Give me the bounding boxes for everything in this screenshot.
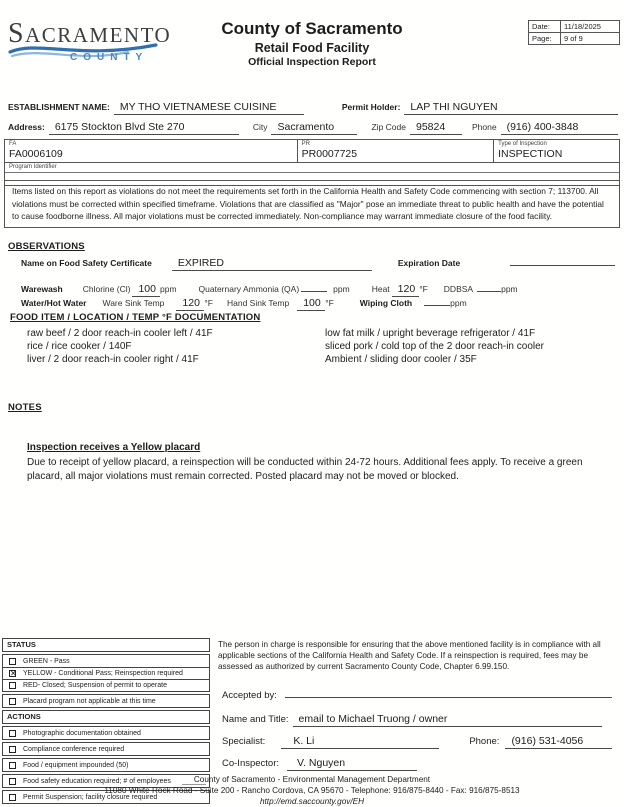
co-inspector-label: Co-Inspector: (222, 758, 280, 769)
ware-sink-value: 120 (176, 297, 204, 311)
checkbox-checked-yellow (9, 670, 16, 677)
accepted-by-row (222, 690, 612, 701)
action-row-label: Food / equipment impounded (50) (23, 761, 129, 769)
checkbox-red (9, 682, 16, 689)
page-label: Page: (529, 33, 561, 44)
food-item: Ambient / sliding door cooler / 35F (325, 354, 477, 365)
report-subtitle-2: Official Inspection Report (248, 56, 376, 68)
qa-label: Quaternary Ammonia (QA) (198, 284, 300, 294)
phone-value: (916) 400-3848 (501, 121, 618, 135)
food-item: liver / 2 door reach-in cooler right / 41F (27, 354, 199, 365)
action-row-label: Food safety education required; # of employees (23, 777, 171, 785)
status-row-green (3, 655, 209, 667)
date-row (529, 21, 619, 32)
action-row-conference (2, 742, 210, 756)
pr-label: PR (301, 141, 310, 147)
status-row-label: GREEN - Pass (23, 657, 70, 665)
specialist-value: K. Li (281, 735, 439, 749)
footer-department-line: County of Sacramento - Environmental Management Department (193, 775, 431, 784)
pr-value: PR0007725 (301, 148, 358, 160)
status-placard-group (2, 654, 210, 692)
fa-label: FA (9, 141, 17, 147)
food-item-heading: FOOD ITEM / LOCATION / TEMP °F DOCUMENTATION (10, 312, 261, 323)
wiping-cloth-label: Wiping Cloth (359, 298, 413, 308)
ddbsa-unit: ppm (501, 284, 518, 294)
food-items-left-column (27, 327, 307, 366)
ware-sink-unit: °F (204, 298, 213, 308)
specialist-row (222, 735, 612, 749)
status-row-label: RED- Closed; Suspension of permit to operate (23, 682, 167, 689)
placard-note-heading: Inspection receives a Yellow placard (27, 442, 201, 453)
name-title-value: email to Michael Truong / owner (293, 713, 602, 727)
checkbox-green (9, 658, 16, 665)
permit-holder-value: LAP THI NGUYEN (404, 101, 618, 115)
inspection-type-cell (493, 140, 619, 162)
action-row-label: Permit Suspension; facility closure required (23, 793, 158, 801)
hand-sink-label: Hand Sink Temp (226, 298, 290, 308)
accepted-by-value (285, 696, 612, 698)
certificate-value: EXPIRED (172, 257, 372, 271)
pr-cell (297, 140, 493, 162)
fa-value: FA0006109 (9, 148, 63, 160)
date-label: Date: (529, 21, 561, 32)
status-row-not-applicable (2, 694, 210, 708)
chlorine-unit: ppm (159, 284, 177, 294)
logo-text-sacramento: SACRAMENTO (8, 18, 172, 49)
checkbox-placard-na (9, 698, 16, 705)
notes-heading: NOTES (8, 402, 42, 413)
qa-unit: ppm (333, 284, 350, 294)
status-header: STATUS (2, 638, 210, 652)
expiration-date-label: Expiration Date (397, 258, 461, 268)
establishment-row (8, 101, 618, 115)
action-row-label: Compliance conference required (23, 745, 125, 753)
action-row-label: Photographic documentation obtained (23, 729, 141, 737)
wiping-cloth-value (424, 304, 450, 306)
water-label: Water/Hot Water (21, 298, 87, 308)
footer (0, 775, 624, 807)
hand-sink-value: 100 (297, 297, 325, 311)
inspection-type-value: INSPECTION (498, 148, 563, 160)
expiration-date-value (510, 264, 615, 266)
ddbsa-label: DDBSA (443, 284, 474, 294)
establishment-name-value: MY THO VIETNAMESE CUISINE (114, 101, 304, 115)
food-item: raw beef / 2 door reach-in cooler left / 41F (27, 328, 213, 339)
checkbox-photo (9, 730, 16, 737)
address-value: 6175 Stockton Blvd Ste 270 (49, 121, 239, 135)
date-page-box (528, 20, 620, 45)
date-value: 11/18/2025 (564, 22, 601, 31)
heat-label: Heat (371, 284, 390, 294)
page-value: 9 of 9 (564, 34, 583, 43)
report-title: County of Sacramento (221, 19, 403, 38)
status-row-yellow (3, 667, 209, 679)
qa-value (301, 290, 327, 292)
food-items-right-column (325, 327, 617, 366)
status-row-label: YELLOW - Conditional Pass; Reinspection required (23, 670, 183, 677)
footer-address-line: 11080 White Rock Road - Suite 200 - Rancho Cordova, CA 95670 - Telephone: 916/875-8440 - Fax: 916/875-8513 (104, 785, 520, 795)
report-subtitle-1: Retail Food Facility (254, 41, 370, 55)
observations-heading: OBSERVATIONS (8, 241, 85, 252)
city-label: City (252, 122, 268, 132)
inspector-phone-label: Phone: (469, 736, 500, 747)
chlorine-label: Chlorine (Cl) (82, 284, 131, 294)
fa-cell (5, 140, 297, 162)
ware-sink-label: Ware Sink Temp (102, 298, 165, 308)
accepted-by-label: Accepted by: (222, 690, 277, 701)
food-item: low fat milk / upright beverage refrigerator / 41F (325, 328, 536, 339)
logo-text-county: COUNTY (70, 52, 149, 63)
co-inspector-value: V. Nguyen (287, 757, 417, 771)
address-row (8, 121, 618, 135)
permit-holder-label: Permit Holder: (341, 102, 401, 112)
placard-note-text: Due to receipt of yellow placard, a reinspection will be conducted within 24-72 hours. Additional fees apply. To receive a green placard, all major violations must remain corrected. Posted placard may not be moved or blocked. (27, 456, 583, 482)
footer-url: http://emd.saccounty.gov/EH (259, 796, 365, 806)
zip-value: 95824 (410, 121, 462, 135)
report-title-block (152, 19, 472, 68)
inspector-phone-value: (916) 531-4056 (505, 735, 612, 749)
wiping-cloth-unit: ppm (450, 298, 467, 308)
name-title-row (222, 713, 602, 727)
ddbsa-value (477, 290, 501, 292)
zip-label: Zip Code (371, 122, 406, 132)
phone-label: Phone (471, 122, 497, 132)
certificate-row (21, 257, 614, 271)
warewash-row (21, 283, 616, 297)
certificate-label: Name on Food Safety Certificate (21, 258, 152, 268)
heat-unit: °F (419, 284, 428, 294)
warewash-label: Warewash (21, 284, 63, 294)
checkbox-conference (9, 746, 16, 753)
food-item: rice / rice cooker / 140F (27, 341, 132, 352)
water-row (21, 297, 616, 311)
violations-disclaimer: Items listed on this report as violations do not meet the requirements set forth in the California Health and Safety Code commencing with section 7; 113700. All violations must be corrected within specified timeframe. Violations that are classified as "Major" pose an immediate threat to public health and have the potential to cause foodborne illness. All major violations must be corrected immediately. Non-compliance may warrant immediate closure of the food facility. (4, 180, 620, 228)
hand-sink-unit: °F (325, 298, 334, 308)
status-row-red (3, 679, 209, 691)
specialist-label: Specialist: (222, 736, 266, 747)
inspection-type-label: Type of Inspection (498, 141, 547, 147)
facility-id-box (4, 139, 620, 186)
action-row-photo (2, 726, 210, 740)
establishment-name-label: ESTABLISHMENT NAME: (8, 102, 110, 112)
name-title-label: Name and Title: (222, 714, 289, 725)
city-value: Sacramento (271, 121, 357, 135)
page-row (529, 32, 619, 44)
address-label: Address: (8, 122, 45, 132)
status-row-label: Placard program not applicable at this time (23, 697, 156, 705)
co-inspector-row (222, 757, 622, 771)
actions-header: ACTIONS (2, 710, 210, 724)
program-identifier-label: Program Identifier (5, 163, 619, 173)
heat-value: 120 (392, 283, 420, 297)
checkbox-impounded (9, 762, 16, 769)
responsibility-text: The person in charge is responsible for ensuring that the above mentioned facility is in compliance with all applicable sections of the California Health and Safety Code. If a reinspection is required, fees may be assessed as authorized by current Sacramento County Code, Chapter 6.99.150. (218, 640, 601, 671)
food-item: sliced pork / cold top of the 2 door reach-in cooler (325, 341, 545, 352)
placard-note (27, 441, 606, 483)
facility-id-row (5, 140, 619, 163)
chlorine-value: 100 (132, 283, 160, 297)
action-row-impounded (2, 758, 210, 772)
